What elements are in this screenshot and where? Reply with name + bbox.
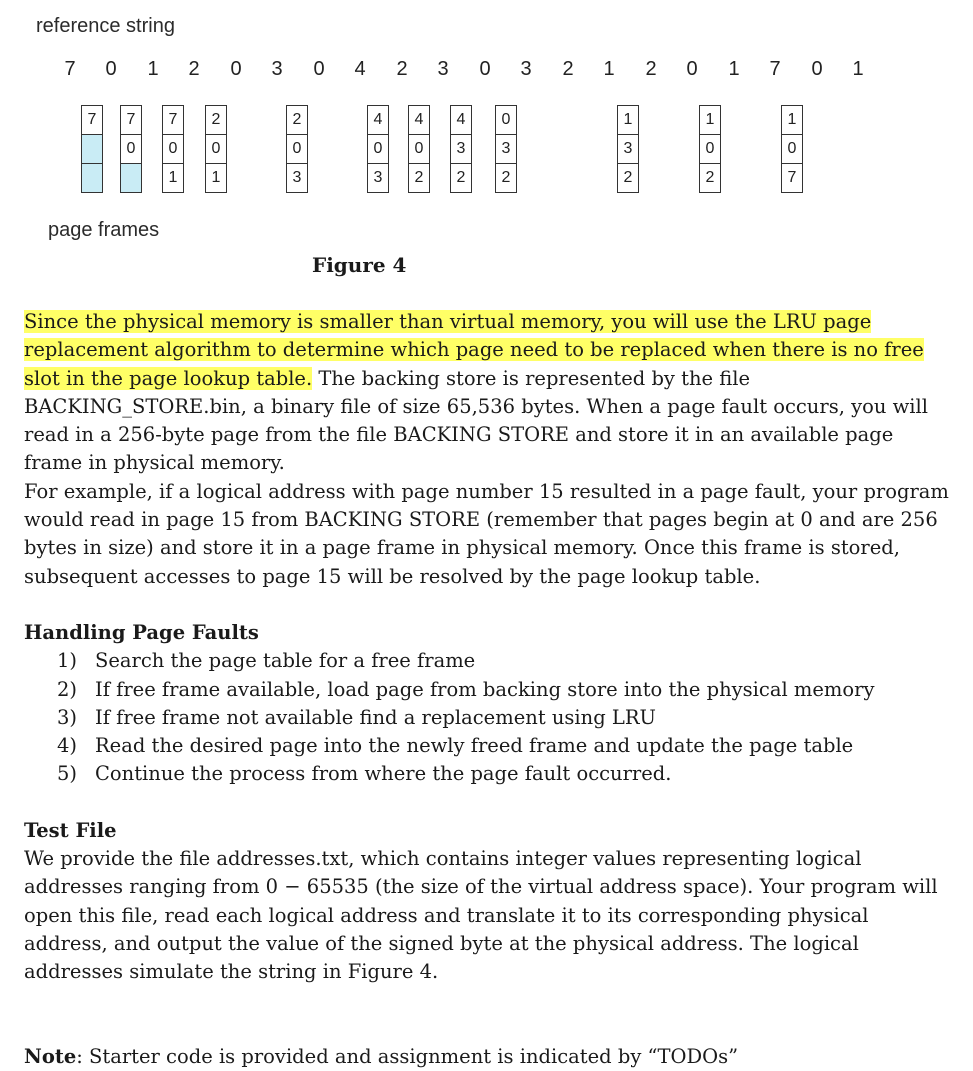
step-text: Search the page table for a free frame: [95, 649, 476, 673]
frame-column: [162, 105, 184, 193]
frame-column: [81, 105, 103, 193]
frame-cell: 1: [618, 106, 638, 135]
reference-string-label: reference string: [36, 15, 175, 37]
reference-value: 2: [188, 58, 200, 80]
reference-value: 3: [271, 58, 283, 80]
frame-cell: 4: [451, 106, 471, 135]
reference-value: 0: [105, 58, 117, 80]
frame-cell: 1: [206, 164, 226, 192]
frame-cell: 2: [618, 164, 638, 192]
frame-cell: 7: [782, 164, 802, 192]
frame-column: [450, 105, 472, 193]
frame-column: [286, 105, 308, 193]
step-text: If free frame available, load page from backing store into the physical memory: [95, 677, 875, 701]
frame-column: [120, 105, 142, 193]
frame-cell: 2: [496, 164, 516, 192]
handling-step: [57, 732, 954, 760]
frame-cell: 3: [618, 135, 638, 164]
page-frames-label: page frames: [48, 219, 160, 241]
example-paragraph: For example, if a logical address with page number 15 resulted in a page fault, your program would read in page 15 from BACKING STORE (remember that pages begin at 0 and are 256 bytes in size) and store it in a page frame in physical memory. Once this frame is stored, subsequent accesses to page 15 will be resolved by the page lookup table.: [24, 479, 949, 588]
frame-column: [205, 105, 227, 193]
frame-cell: 3: [496, 135, 516, 164]
intro-paragraph: [24, 308, 954, 478]
frame-column: [699, 105, 721, 193]
frame-cell: 7: [163, 106, 183, 135]
frame-cell: 0: [121, 135, 141, 164]
reference-value: 1: [147, 58, 159, 80]
frame-column: [367, 105, 389, 193]
frame-cell: 0: [206, 135, 226, 164]
frame-cell: 1: [700, 106, 720, 135]
handling-step: [57, 647, 954, 675]
frame-cell: 3: [368, 164, 388, 192]
handling-step: [57, 676, 954, 704]
frame-cell: 2: [287, 106, 307, 135]
step-number: 1): [57, 649, 78, 673]
frame-cell: 1: [782, 106, 802, 135]
reference-value: 2: [562, 58, 574, 80]
test-file-heading: Test File: [24, 818, 117, 842]
frame-cell: [82, 164, 102, 192]
reference-value: 0: [479, 58, 491, 80]
reference-value: 7: [64, 58, 76, 80]
frame-column: [781, 105, 803, 193]
frame-cell: 4: [368, 106, 388, 135]
reference-value: 1: [603, 58, 615, 80]
step-number: 3): [57, 705, 78, 729]
reference-value: 2: [396, 58, 408, 80]
handling-step: [57, 704, 954, 732]
frame-column: [495, 105, 517, 193]
frame-cell: 2: [700, 164, 720, 192]
step-text: Read the desired page into the newly freed frame and update the page table: [95, 734, 854, 758]
frame-cell: 0: [163, 135, 183, 164]
frame-cell: 0: [368, 135, 388, 164]
frame-cell: [82, 135, 102, 164]
test-file-paragraph: We provide the file addresses.txt, which contains integer values representing logical addresses ranging from 0 − 65535 (the size of the virtual address space). Your program will open this file, read each logical address and translate it to its corresponding physical address, and output the value of the signed byte at the physical address. The logical addresses simulate the string in Figure 4.: [24, 847, 938, 984]
frame-cell: 1: [163, 164, 183, 192]
page-frames-diagram: [0, 100, 973, 206]
reference-value: 4: [354, 58, 366, 80]
frame-cell: 0: [287, 135, 307, 164]
frame-cell: 0: [409, 135, 429, 164]
reference-value: 0: [811, 58, 823, 80]
reference-value: 0: [230, 58, 242, 80]
note-text: : Starter code is provided and assignment is indicated by “TODOs”: [76, 1044, 739, 1068]
figure-caption: Figure 4: [312, 253, 407, 277]
frame-cell: 2: [206, 106, 226, 135]
step-number: 5): [57, 762, 78, 786]
frame-cell: 2: [409, 164, 429, 192]
frame-cell: 0: [496, 106, 516, 135]
reference-value: 3: [520, 58, 532, 80]
highlighted-text: Since the physical memory is smaller than virtual memory, you will use the LRU page replacement algorithm to determine which page need to be replaced when there is no free slot in the page lookup table.: [24, 310, 924, 390]
reference-value: 2: [645, 58, 657, 80]
frame-cell: [121, 164, 141, 192]
step-text: Continue the process from where the page fault occurred.: [95, 762, 672, 786]
reference-value: 7: [769, 58, 781, 80]
step-number: 4): [57, 734, 78, 758]
handling-heading: Handling Page Faults: [24, 620, 259, 644]
frame-cell: 7: [82, 106, 102, 135]
frame-cell: 7: [121, 106, 141, 135]
reference-value: 0: [313, 58, 325, 80]
reference-value: 0: [686, 58, 698, 80]
frame-cell: 4: [409, 106, 429, 135]
frame-column: [408, 105, 430, 193]
reference-value: 1: [728, 58, 740, 80]
frame-cell: 3: [451, 135, 471, 164]
frame-cell: 0: [700, 135, 720, 164]
frame-cell: 3: [287, 164, 307, 192]
reference-value: 1: [852, 58, 864, 80]
frame-cell: 2: [451, 164, 471, 192]
intro-text: The backing store is represented by the file BACKING_STORE.bin, a binary file of size 65,536 bytes. When a page fault occurs, you will read in a 256-byte page from the file BACKING STORE and store it in an available page frame in physical memory.: [24, 366, 929, 475]
reference-string: [0, 58, 973, 84]
step-text: If free frame not available find a replacement using LRU: [95, 705, 656, 729]
reference-value: 3: [437, 58, 449, 80]
step-number: 2): [57, 677, 78, 701]
note-paragraph: [24, 1043, 954, 1071]
document-body: [24, 308, 954, 1071]
frame-cell: 0: [782, 135, 802, 164]
handling-step: [57, 760, 954, 788]
frame-column: [617, 105, 639, 193]
handling-steps-list: [24, 647, 954, 788]
note-label: Note: [24, 1044, 77, 1068]
